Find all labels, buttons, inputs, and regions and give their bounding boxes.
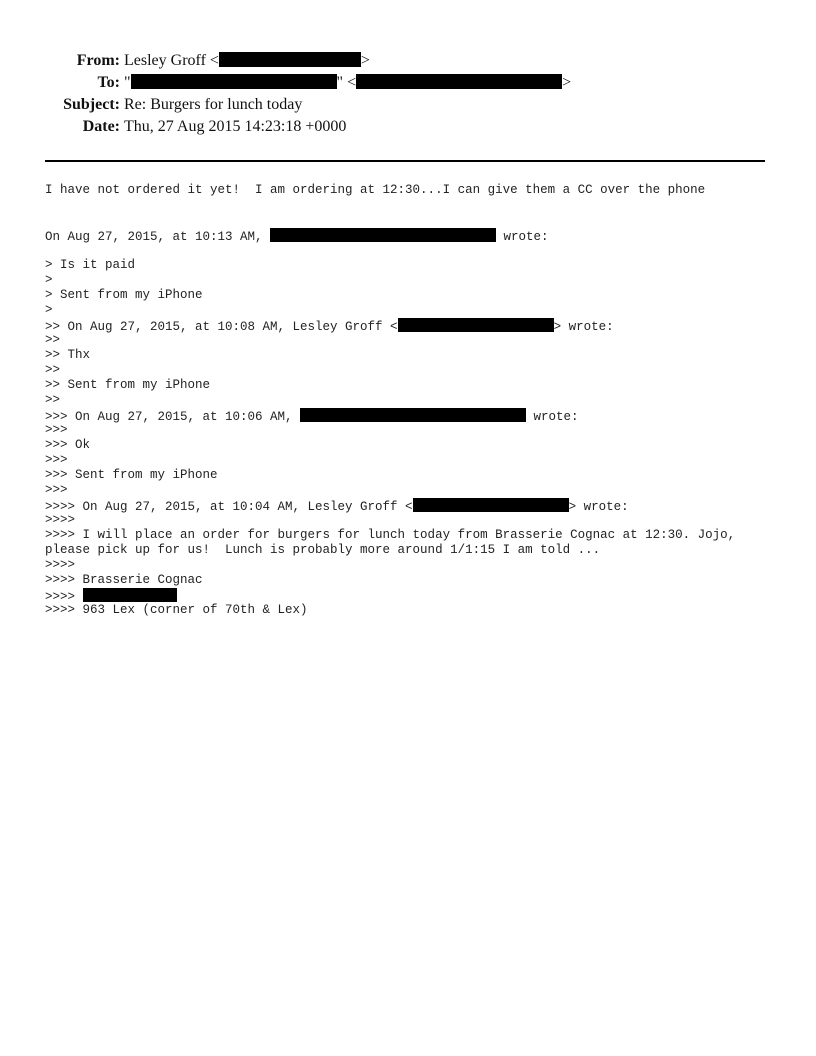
quoted-line: >>> (45, 453, 68, 467)
quote-attribution (45, 408, 775, 423)
body-line: I have not ordered it yet! I am ordering at 12:30...I can give them a CC over the phone (45, 183, 706, 197)
quoted-line: > (45, 303, 53, 317)
quoted-line: >>>> Brasserie Cognac (45, 573, 203, 587)
quoted-line: >>> (45, 483, 68, 497)
redaction-block (398, 318, 554, 332)
to-label: To: (97, 74, 120, 91)
quoted-line: >>> Ok (45, 438, 91, 452)
quoted-line: > Is it paid (45, 258, 136, 272)
redaction-block (131, 74, 337, 89)
attribution-text: On Aug 27, 2015, at 10:13 AM, (45, 230, 271, 244)
quoted-line: >> (45, 393, 61, 407)
quote-attribution (45, 318, 775, 333)
redaction-block (83, 588, 177, 602)
quoted-line: > (45, 273, 53, 287)
quote-attribution (45, 498, 775, 513)
email-header (0, 50, 816, 138)
quoted-line: please pick up for us! Lunch is probably more around 1/1:15 I am told ... (45, 543, 601, 557)
quoted-line: >> Sent from my iPhone (45, 378, 211, 392)
quote-prefix: >>>> (45, 590, 83, 604)
date-label: Date: (82, 118, 120, 135)
quoted-line: >>>> 963 Lex (corner of 70th & Lex) (45, 603, 308, 617)
from-row (0, 50, 816, 72)
quoted-line: >>>> (45, 513, 76, 527)
quote-attribution (45, 228, 775, 243)
to-row (0, 72, 816, 94)
attribution-text: >>> On Aug 27, 2015, at 10:06 AM, (45, 410, 301, 424)
quoted-line: >>>> I will place an order for burgers for lunch today from Brasserie Cognac at 12:30. Jojo, (45, 528, 736, 542)
redaction-block (413, 498, 569, 512)
quoted-line: >>> Sent from my iPhone (45, 468, 218, 482)
date-value: Thu, 27 Aug 2015 14:23:18 +0000 (124, 118, 347, 135)
attribution-suffix: > wrote: (553, 320, 614, 334)
to-close: > (562, 74, 572, 91)
to-open-quote: " (124, 74, 131, 91)
attribution-suffix: wrote: (526, 410, 579, 424)
attribution-text: >>>> On Aug 27, 2015, at 10:04 AM, Lesley Groff < (45, 500, 413, 514)
attribution-suffix: > wrote: (568, 500, 629, 514)
quoted-line: >> (45, 363, 61, 377)
subject-label: Subject: (63, 96, 120, 113)
quoted-line: >> Thx (45, 348, 91, 362)
quoted-line: >>>> (45, 558, 76, 572)
redaction-block (300, 408, 526, 422)
subject-row (0, 94, 816, 116)
redaction-block (270, 228, 496, 242)
quoted-line: >> (45, 333, 61, 347)
quoted-line: >>> (45, 423, 68, 437)
attribution-text: >> On Aug 27, 2015, at 10:08 AM, Lesley Groff < (45, 320, 398, 334)
attribution-suffix: wrote: (496, 230, 549, 244)
from-label: From: (76, 52, 120, 69)
from-close: > (360, 52, 370, 69)
redaction-block (219, 52, 361, 67)
redaction-block (356, 74, 562, 89)
quoted-line (45, 588, 775, 603)
header-divider (45, 160, 765, 162)
from-value: Lesley Groff < (124, 52, 219, 69)
email-body (45, 183, 775, 618)
to-mid: " < (336, 74, 357, 91)
subject-value: Re: Burgers for lunch today (124, 96, 303, 113)
date-row (0, 116, 816, 138)
quoted-line: > Sent from my iPhone (45, 288, 203, 302)
